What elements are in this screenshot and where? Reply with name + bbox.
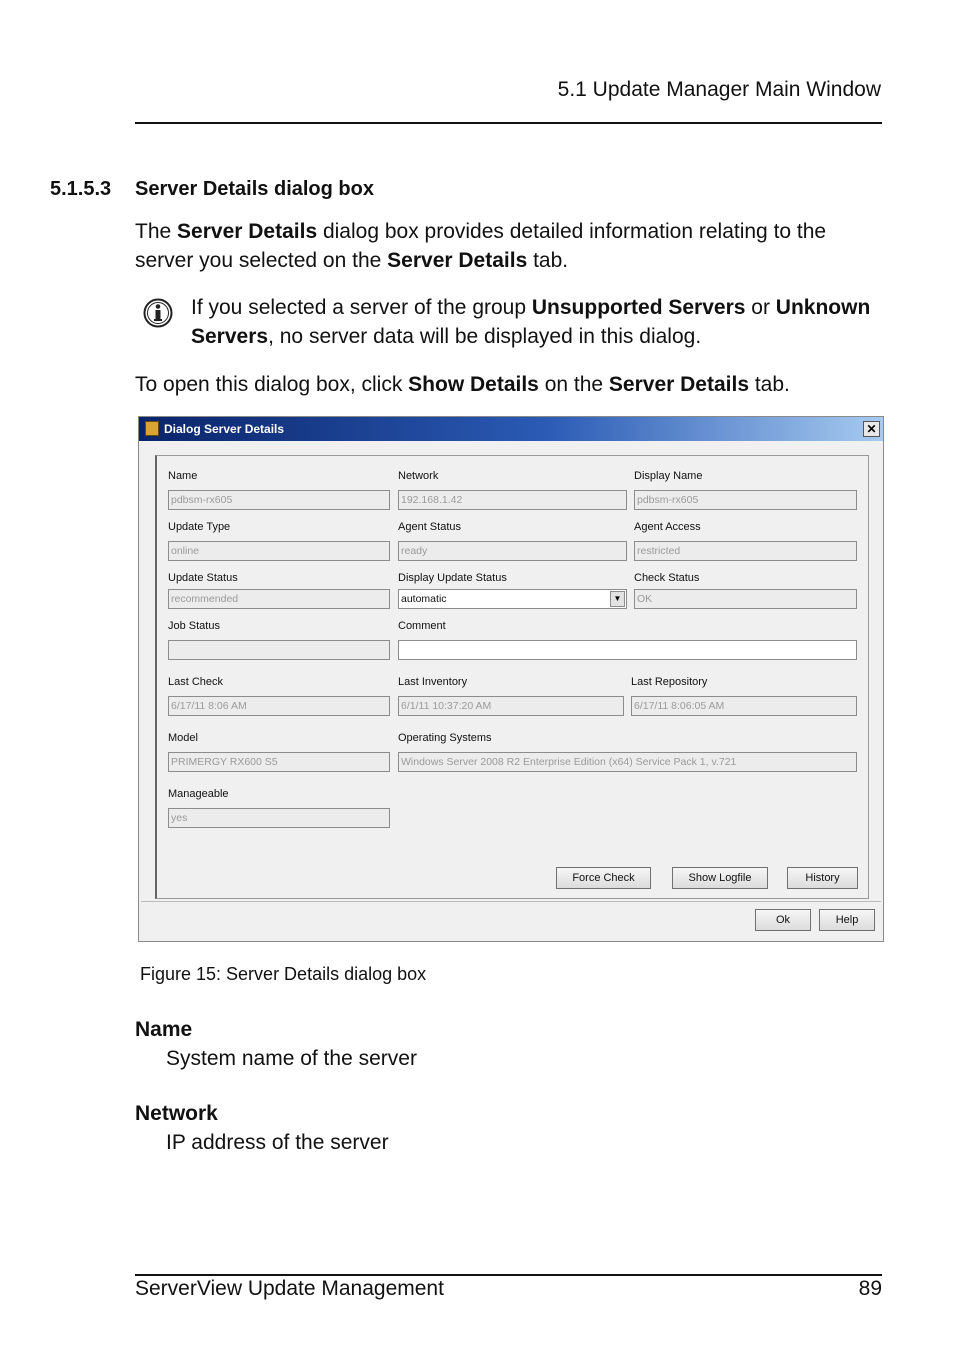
comment-label: Comment [398,620,446,632]
section-title: Server Details dialog box [135,178,374,200]
last-inventory-field[interactable]: 6/1/11 10:37:20 AM [398,696,624,716]
dialog-title: Dialog Server Details [164,422,285,436]
operating-systems-field[interactable]: Windows Server 2008 R2 Enterprise Edition (x64) Service Pack 1, v.721 [398,752,857,772]
update-status-label: Update Status [168,572,238,584]
history-button[interactable]: History [787,867,858,889]
figure-caption: Figure 15: Server Details dialog box [140,964,427,984]
intro-paragraph: The Server Details dialog box provides detailed information relating to the server you selected on the Server Details tab. [135,220,827,272]
update-status-field[interactable]: recommended [168,589,390,609]
job-status-label: Job Status [168,620,220,632]
app-icon [145,421,159,436]
header-rule [135,122,882,124]
page-number: 89 [858,1277,882,1300]
force-check-button[interactable]: Force Check [556,867,651,889]
display-update-status-value: automatic [401,593,447,605]
name-label: Name [168,470,198,482]
update-type-label: Update Type [168,521,231,533]
network-label: Network [398,470,439,482]
update-type-field[interactable]: online [168,541,390,561]
last-repository-label: Last Repository [631,676,708,688]
definition-term: Network [135,1102,218,1125]
name-field[interactable]: pdbsm-rx605 [168,490,390,510]
definition-desc: IP address of the server [166,1131,389,1154]
help-button[interactable]: Help [819,909,875,931]
definition-desc: System name of the server [166,1047,417,1070]
agent-access-field[interactable]: restricted [634,541,857,561]
last-check-label: Last Check [168,676,224,688]
display-name-label: Display Name [634,470,703,482]
model-field[interactable]: PRIMERGY RX600 S5 [168,752,390,772]
agent-status-field[interactable]: ready [398,541,627,561]
footer-title: ServerView Update Management [135,1277,444,1300]
manageable-field[interactable]: yes [168,808,390,828]
dialog-title-bar [139,417,883,441]
network-field[interactable]: 192.168.1.42 [398,490,627,510]
info-icon [143,298,173,328]
note-text: If you selected a server of the group Unsupported Servers or Unknown Servers, no server data will be displayed in this dialog. [191,296,871,348]
job-status-field[interactable] [168,640,390,660]
footer-rule [135,1274,882,1276]
details-panel [155,455,869,899]
display-name-field[interactable]: pdbsm-rx605 [634,490,857,510]
model-label: Model [168,732,198,744]
last-repository-field[interactable]: 6/17/11 8:06:05 AM [631,696,857,716]
last-check-field[interactable]: 6/17/11 8:06 AM [168,696,390,716]
dialog-button-bar [141,901,881,940]
operating-systems-label: Operating Systems [398,732,492,744]
comment-field[interactable] [398,640,857,660]
agent-status-label: Agent Status [398,521,461,533]
display-update-status-select[interactable] [398,589,627,609]
agent-access-label: Agent Access [634,521,701,533]
chevron-down-icon[interactable]: ▼ [610,591,625,607]
server-details-dialog [138,416,884,942]
close-icon[interactable]: ✕ [863,421,880,437]
show-logfile-button[interactable]: Show Logfile [672,867,768,889]
check-status-label: Check Status [634,572,700,584]
section-number: 5.1.5.3 [50,178,112,200]
display-update-status-label: Display Update Status [398,572,507,584]
check-status-field[interactable]: OK [634,589,857,609]
definition-term: Name [135,1018,193,1041]
manageable-label: Manageable [168,788,229,800]
last-inventory-label: Last Inventory [398,676,468,688]
ok-button[interactable]: Ok [755,909,811,931]
running-header: 5.1 Update Manager Main Window [557,78,881,101]
open-instructions: To open this dialog box, click Show Details on the Server Details tab. [135,373,790,396]
